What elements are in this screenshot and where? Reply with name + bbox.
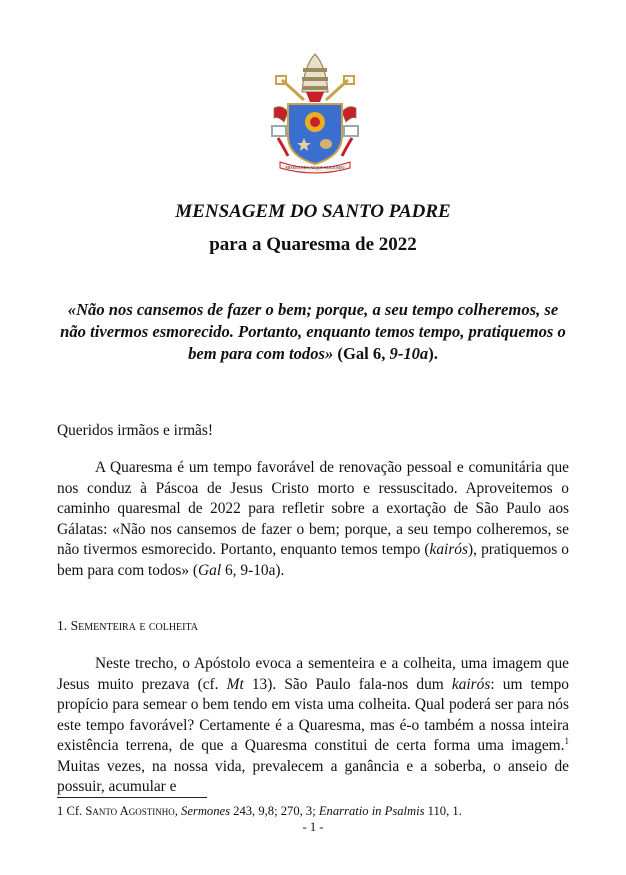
footnote-reference-link[interactable]: 1 bbox=[564, 735, 569, 746]
paragraph-section-1: Neste trecho, o Apóstolo evoca a sementeira e a colheita, uma imagem que Jesus muito prezava (cf. Mt 13). São Paulo fala-nos dum kairós: um tempo propício para semear o bem tendo em vista uma colheita. Qual poderá ser para nós este tempo favorável? Certamente é a Quaresma, mas é-o também a nossa inteira existência terrena, de que a Quaresma constitui de certa forma uma imagem.$^1$ Muitas vezes, na nossa vida, prevalecem a ganância e a soberba, o anseio de possuir, acumular e bbox=[57, 655, 569, 795]
paragraph-intro: A Quaresma é um tempo favorável de renovação pessoal e comunitária que nos conduz à Páscoa de Jesus Cristo morto e ressuscitado. Aproveitemos o caminho quaresmal de 2022 para refletir sobre a exortação de São Paulo aos Gálatas: «Não nos cansemos de fazer o bem; porque, a seu tempo colheremos, se não tivermos esmorecido. Portanto, enquanto temos tempo (kairós), pratiquemos o bem para com todos» (Gal 6, 9-10a). bbox=[57, 459, 569, 579]
footnote: 1 Cf. Santo Agostinho, Sermones 243, 9,8; 270, 3; Enarratio in Psalmis 110, 1. bbox=[57, 804, 462, 818]
section-heading: 1. Sementeira e colheita bbox=[57, 618, 199, 633]
page-title: MENSAGEM DO SANTO PADRE bbox=[175, 201, 451, 222]
page-subtitle: para a Quaresma de 2022 bbox=[209, 234, 417, 255]
quote-reference: (Gal 6, 9-10a). bbox=[337, 344, 438, 363]
footnote-divider bbox=[57, 797, 207, 798]
papal-coat-of-arms-icon bbox=[268, 52, 362, 174]
page-number: - 1 - bbox=[302, 820, 324, 834]
epigraph-quote bbox=[60, 299, 566, 365]
crest-motto: MISERANDO ATQUE ELIGENDO bbox=[285, 165, 345, 170]
salutation: Queridos irmãos e irmãs! bbox=[57, 422, 214, 439]
quote-text: «Não nos cansemos de fazer o bem; porque, a seu tempo colheremos, se não tivermos esmorecido. Portanto, enquanto temos tempo, pratiquemos o bem para com todos» bbox=[60, 300, 566, 363]
